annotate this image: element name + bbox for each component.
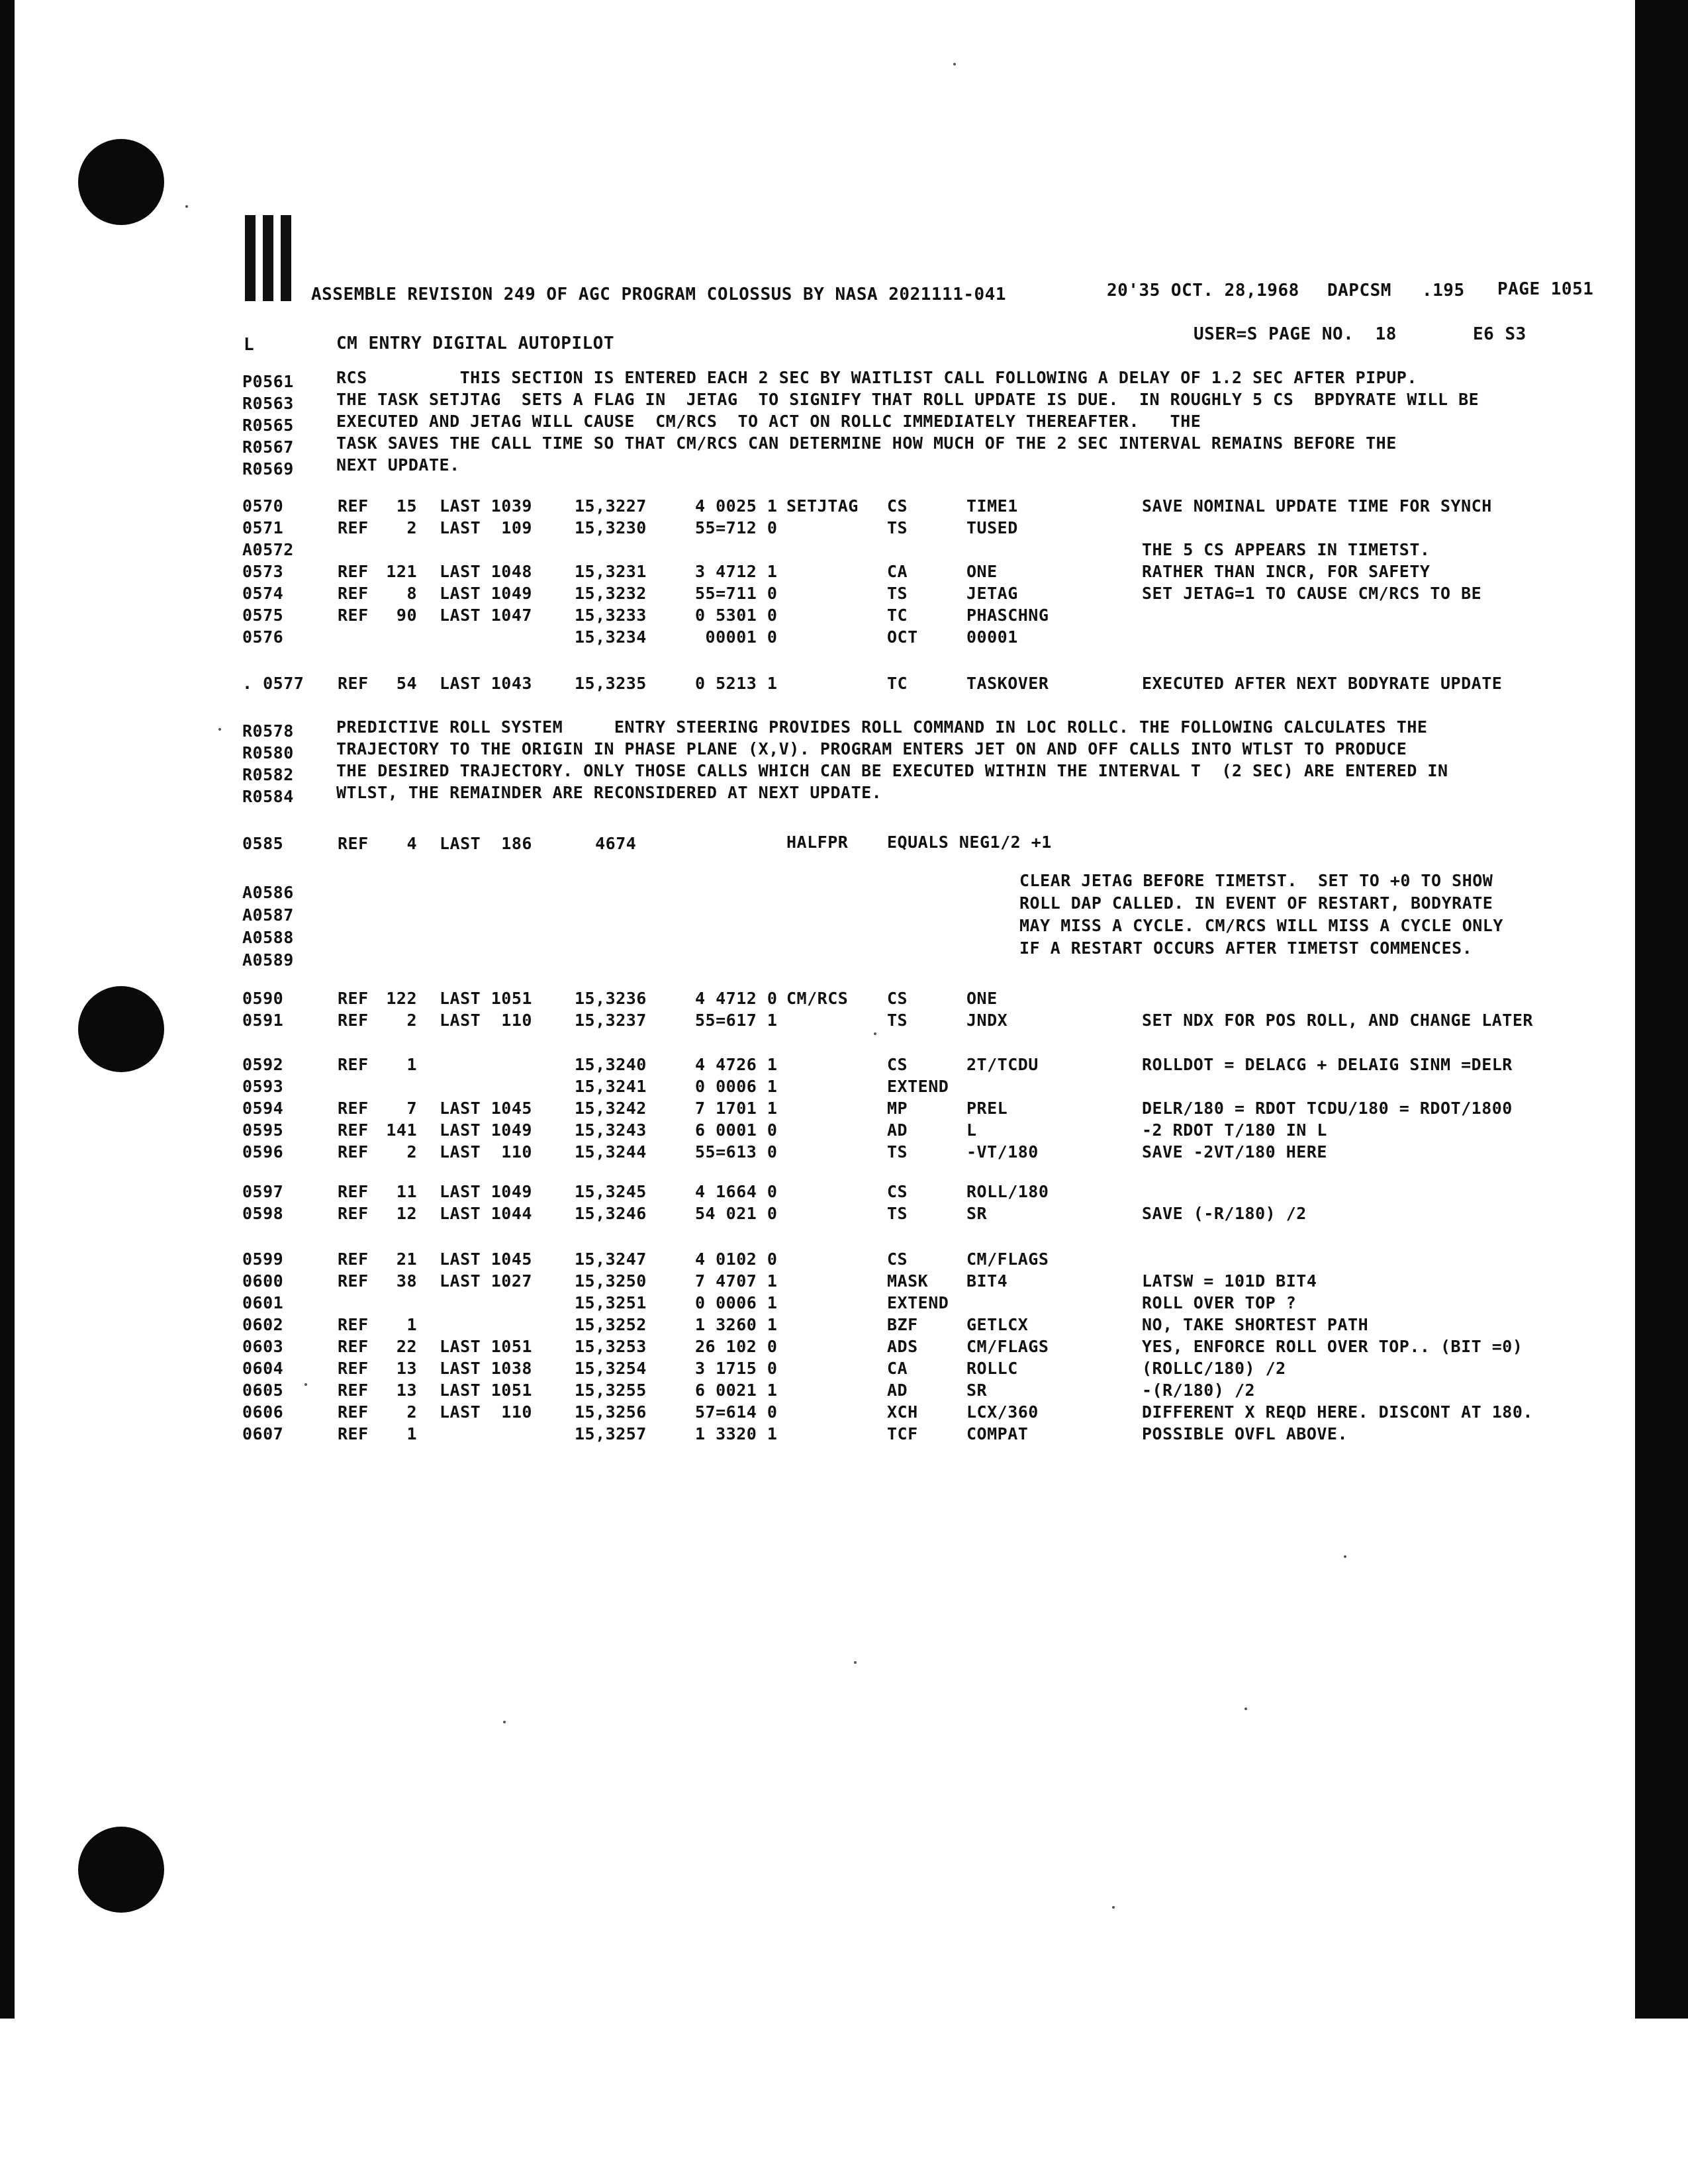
octal-value: 7 1701 1 [695,1099,778,1118]
section-marker: L [244,335,255,355]
octal-value: 3 4712 1 [695,562,778,581]
listing-code: E6 S3 [1473,324,1526,344]
sequence-number: 0606 [242,1402,284,1422]
ref-count: 2 [406,518,417,537]
scan-speck [185,205,188,208]
octal-value: 26 102 0 [695,1337,778,1356]
sequence-number: A0589 [242,950,294,970]
ref-label: REF [338,1011,369,1030]
remark: SET JETAG=1 TO CAUSE CM/RCS TO BE [1142,584,1482,603]
sequence-number: 0605 [242,1381,284,1400]
address: 15,3255 [575,1381,647,1400]
remark: EXECUTED AFTER NEXT BODYRATE UPDATE [1142,674,1503,693]
address: 15,3250 [575,1271,647,1291]
last-reference: LAST 1048 [440,562,532,581]
last-reference: LAST 1038 [440,1359,532,1378]
last-reference: LAST 1047 [440,606,532,625]
opcode: XCH [887,1402,918,1422]
octal-value: 54 021 0 [695,1204,778,1223]
scan-speck [503,1721,506,1723]
sequence-number: P0561 [242,372,294,391]
ref-label: REF [338,1402,369,1422]
last-reference: LAST 110 [440,1142,532,1161]
sequence-number: R0580 [242,743,294,762]
opcode: CA [887,562,908,581]
operand: TIME1 [966,496,1018,516]
operand: BIT4 [966,1271,1008,1291]
sequence-number: 0576 [242,627,284,647]
opcode: CS [887,1250,908,1269]
last-reference: LAST 1051 [440,1381,532,1400]
ref-count: 141 [386,1120,417,1140]
ref-count: 54 [396,674,417,693]
sequence-number: 0596 [242,1142,284,1161]
binder-clip-mark [245,215,256,301]
address: 15,3256 [575,1402,647,1422]
comment-line: IF A RESTART OCCURS AFTER TIMETST COMMENCES. [1019,938,1473,958]
ref-label: REF [338,1315,369,1334]
octal-value: 4 4726 1 [695,1055,778,1074]
ref-label: REF [338,1381,369,1400]
sequence-number: R0569 [242,459,294,478]
sequence-number: 0573 [242,562,284,581]
ref-label: REF [338,1055,369,1074]
octal-value: 6 0021 1 [695,1381,778,1400]
opcode: TS [887,1142,908,1161]
sequence-number: A0586 [242,883,294,902]
opcode: CA [887,1359,908,1378]
ref-label: REF [338,674,369,693]
address: 15,3234 [575,627,647,647]
scan-speck [1112,1906,1115,1909]
last-reference: LAST 1044 [440,1204,532,1223]
address: 15,3230 [575,518,647,537]
header-timestamp: 20'35 OCT. 28,1968 [1107,281,1299,300]
operand: ONE [966,562,998,581]
label: SETJTAG [786,496,859,516]
sequence-number: 0599 [242,1250,284,1269]
ref-count: 1 [406,1315,417,1334]
ref-count: 13 [396,1381,417,1400]
octal-value: 7 4707 1 [695,1271,778,1291]
operand: GETLCX [966,1315,1029,1334]
sequence-number: 0594 [242,1099,284,1118]
operand: ROLLC [966,1359,1018,1378]
sequence-number: R0582 [242,765,294,784]
comment-text: EXECUTED AND JETAG WILL CAUSE CM/RCS TO ACT ON ROLLC IMMEDIATELY THEREAFTER. THE [336,412,1201,431]
comment-text: NEXT UPDATE. [336,455,460,475]
operand: TASKOVER [966,674,1049,693]
last-reference: LAST 1039 [440,496,532,516]
octal-value: 3 1715 0 [695,1359,778,1378]
remark: DELR/180 = RDOT TCDU/180 = RDOT/1800 [1142,1099,1513,1118]
address: 15,3232 [575,584,647,603]
sequence-number: 0592 [242,1055,284,1074]
address: 15,3235 [575,674,647,693]
opcode: AD [887,1120,908,1140]
opcode: TCF [887,1424,918,1443]
octal-value: 0 0006 1 [695,1077,778,1096]
octal-value: 0 5213 1 [695,674,778,693]
sequence-number: 0601 [242,1293,284,1312]
binder-clip-mark [281,215,291,301]
remark: SAVE (-R/180) /2 [1142,1204,1307,1223]
opcode: TC [887,606,908,625]
remark: SAVE NOMINAL UPDATE TIME FOR SYNCH [1142,496,1492,516]
last-reference: LAST 1045 [440,1099,532,1118]
sequence-number: 0600 [242,1271,284,1291]
octal-value: 0 5301 0 [695,606,778,625]
octal-value: 0 0006 1 [695,1293,778,1312]
last-reference: LAST 1027 [440,1271,532,1291]
comment-text: PREDICTIVE ROLL SYSTEM ENTRY STEERING PROVIDES ROLL COMMAND IN LOC ROLLC. THE FOLLOWING CALCULATES THE [336,717,1428,737]
operand: PHASCHNG [966,606,1049,625]
comment-text: RCS THIS SECTION IS ENTERED EACH 2 SEC BY WAITLIST CALL FOLLOWING A DELAY OF 1.2 SEC AFTER PIPUP. [336,368,1417,387]
opcode: MASK [887,1271,929,1291]
ref-label: REF [338,1099,369,1118]
sequence-number: 0591 [242,1011,284,1030]
last-reference: LAST 1045 [440,1250,532,1269]
sequence-number: 0590 [242,989,284,1008]
ref-label: REF [338,518,369,537]
operand: JETAG [966,584,1018,603]
remark: POSSIBLE OVFL ABOVE. [1142,1424,1348,1443]
sequence-number: 0597 [242,1182,284,1201]
remark: THE 5 CS APPEARS IN TIMETST. [1142,540,1430,559]
operand: PREL [966,1099,1008,1118]
ref-count: 12 [396,1204,417,1223]
scan-speck [218,728,221,731]
sequence-number: R0565 [242,416,294,435]
ref-count: 22 [396,1337,417,1356]
ref-label: REF [338,584,369,603]
last-reference: LAST 110 [440,1402,532,1422]
opcode: TC [887,674,908,693]
ref-count: 15 [396,496,417,516]
octal-value: 4 0102 0 [695,1250,778,1269]
scan-border-left [0,0,15,2019]
ref-label: REF [338,1359,369,1378]
remark: RATHER THAN INCR, FOR SAFETY [1142,562,1430,581]
ref-label: REF [338,989,369,1008]
opcode: CS [887,1182,908,1201]
remark: -2 RDOT T/180 IN L [1142,1120,1327,1140]
ref-count: 122 [386,989,417,1008]
ref-label: REF [338,562,369,581]
operand: 00001 [966,627,1018,647]
operand: -VT/180 [966,1142,1039,1161]
octal-value: 55=711 0 [695,584,778,603]
punch-hole-bottom [78,1827,164,1913]
sequence-number: R0578 [242,721,294,741]
ref-count: 21 [396,1250,417,1269]
last-reference: LAST 110 [440,1011,532,1030]
octal-value: 6 0001 0 [695,1120,778,1140]
last-reference: LAST 1043 [440,674,532,693]
comment-text: TASK SAVES THE CALL TIME SO THAT CM/RCS CAN DETERMINE HOW MUCH OF THE 2 SEC INTERVAL REMAINS BEFORE THE [336,433,1397,453]
ref-label: REF [338,1204,369,1223]
octal-value: 4 0025 1 [695,496,778,516]
comment-text: THE TASK SETJTAG SETS A FLAG IN JETAG TO SIGNIFY THAT ROLL UPDATE IS DUE. IN ROUGHLY 5 CS BPDYRATE WILL BE [336,390,1479,409]
ref-count: 2 [406,1011,417,1030]
operand: COMPAT [966,1424,1029,1443]
last-reference: LAST 186 [440,834,532,853]
opcode: BZF [887,1315,918,1334]
operand: ONE [966,989,998,1008]
remark: ROLLDOT = DELACG + DELAIG SINM =DELR [1142,1055,1513,1074]
address: 15,3243 [575,1120,647,1140]
opcode: ADS [887,1337,918,1356]
opcode: CS [887,496,908,516]
address: 15,3240 [575,1055,647,1074]
sequence-number: . 0577 [242,674,305,693]
octal-value: 00001 0 [695,627,778,647]
last-reference: LAST 1051 [440,1337,532,1356]
comment-line: CLEAR JETAG BEFORE TIMETST. SET TO +0 TO SHOW [1019,871,1493,890]
sequence-number: 0585 [242,834,284,853]
address: 15,3231 [575,562,647,581]
last-reference: LAST 109 [440,518,532,537]
ref-count: 4 [406,834,417,853]
operand: CM/FLAGS [966,1250,1049,1269]
operand: TUSED [966,518,1018,537]
ref-count: 2 [406,1402,417,1422]
address: 15,3241 [575,1077,647,1096]
section-title: CM ENTRY DIGITAL AUTOPILOT [336,334,614,353]
address: 15,3251 [575,1293,647,1312]
opcode: TS [887,584,908,603]
address: 15,3257 [575,1424,647,1443]
ref-count: 1 [406,1424,417,1443]
remark: (ROLLC/180) /2 [1142,1359,1286,1378]
octal-value: 4 4712 0 [695,989,778,1008]
comment-text: WTLST, THE REMAINDER ARE RECONSIDERED AT NEXT UPDATE. [336,783,882,802]
address: 15,3242 [575,1099,647,1118]
opcode: TS [887,1011,908,1030]
operand: SR [966,1381,988,1400]
ref-count: 8 [406,584,417,603]
sequence-number: A0572 [242,540,294,559]
opcode: CS [887,989,908,1008]
remark: DIFFERENT X REQD HERE. DISCONT AT 180. [1142,1402,1533,1422]
octal-value: 1 3320 1 [695,1424,778,1443]
address: 15,3227 [575,496,647,516]
punch-hole-top [78,139,164,225]
opcode: TS [887,518,908,537]
comment-text: THE DESIRED TRAJECTORY. ONLY THOSE CALLS WHICH CAN BE EXECUTED WITHIN THE INTERVAL T (2 SEC) ARE ENTERED IN [336,761,1448,780]
octal-value: 55=712 0 [695,518,778,537]
octal-value: 55=617 1 [695,1011,778,1030]
sequence-number: 0575 [242,606,284,625]
sequence-number: A0588 [242,928,294,947]
ref-count: 11 [396,1182,417,1201]
ref-count: 121 [386,562,417,581]
sequence-number: 0603 [242,1337,284,1356]
opcode: TS [887,1204,908,1223]
ref-label: REF [338,606,369,625]
scan-speck [1244,1707,1247,1710]
remark: ROLL OVER TOP ? [1142,1293,1297,1312]
operand: L [966,1120,977,1140]
operand: JNDX [966,1011,1008,1030]
operand: CM/FLAGS [966,1337,1049,1356]
opcode: EXTEND [887,1077,949,1096]
last-reference: LAST 1049 [440,584,532,603]
address: 15,3244 [575,1142,647,1161]
remark: NO, TAKE SHORTEST PATH [1142,1315,1369,1334]
scan-speck [305,1383,307,1386]
operand: 2T/TCDU [966,1055,1039,1074]
opcode: OCT [887,627,918,647]
opcode: CS [887,1055,908,1074]
last-reference: LAST 1049 [440,1120,532,1140]
comment-line: MAY MISS A CYCLE. CM/RCS WILL MISS A CYCLE ONLY [1019,916,1503,935]
ref-label: REF [338,1120,369,1140]
ref-label: REF [338,1182,369,1201]
scan-speck [953,63,956,66]
remark: SET NDX FOR POS ROLL, AND CHANGE LATER [1142,1011,1533,1030]
address: 15,3233 [575,606,647,625]
scan-speck [1344,1555,1346,1558]
sequence-number: 0607 [242,1424,284,1443]
users-page-number: USER=S PAGE NO. 18 [1194,324,1397,344]
sequence-number: 0571 [242,518,284,537]
opcode: MP [887,1099,908,1118]
octal-value: 4 1664 0 [695,1182,778,1201]
sequence-number: 0604 [242,1359,284,1378]
sequence-number: 0593 [242,1077,284,1096]
scan-border-right [1635,0,1688,2019]
equals-directive: EQUALS NEG1/2 +1 [887,833,1052,852]
ref-label: REF [338,1250,369,1269]
remark: -(R/180) /2 [1142,1381,1256,1400]
comment-text: TRAJECTORY TO THE ORIGIN IN PHASE PLANE (X,V). PROGRAM ENTERS JET ON AND OFF CALLS INTO WTLST TO PRODUCE [336,739,1407,758]
octal-value: 57=614 0 [695,1402,778,1422]
sequence-number: 0570 [242,496,284,516]
opcode: EXTEND [887,1293,949,1312]
label: CM/RCS [786,989,849,1008]
address: 15,3237 [575,1011,647,1030]
sequence-number: 0602 [242,1315,284,1334]
address: 15,3254 [575,1359,647,1378]
address: 4674 [575,834,637,853]
sequence-number: R0567 [242,437,294,457]
header-page-number: PAGE 1051 [1497,279,1594,299]
ref-label: REF [338,1337,369,1356]
address: 15,3245 [575,1182,647,1201]
scan-speck [874,1032,876,1035]
ref-label: REF [338,1424,369,1443]
address: 15,3252 [575,1315,647,1334]
last-reference: LAST 1049 [440,1182,532,1201]
ref-count: 90 [396,606,417,625]
sequence-number: 0574 [242,584,284,603]
ref-label: REF [338,834,369,853]
sequence-number: R0563 [242,394,294,413]
sequence-number: 0598 [242,1204,284,1223]
header-dapcsm-number: .195 [1422,281,1465,300]
ref-count: 1 [406,1055,417,1074]
remark: YES, ENFORCE ROLL OVER TOP.. (BIT =0) [1142,1337,1523,1356]
operand: ROLL/180 [966,1182,1049,1201]
sequence-number: A0587 [242,905,294,925]
sequence-number: R0584 [242,787,294,806]
ref-count: 2 [406,1142,417,1161]
ref-count: 13 [396,1359,417,1378]
ref-label: REF [338,1142,369,1161]
sequence-number: 0595 [242,1120,284,1140]
ref-label: REF [338,1271,369,1291]
ref-count: 7 [406,1099,417,1118]
opcode: AD [887,1381,908,1400]
binder-clip-mark [263,215,273,301]
address: 15,3253 [575,1337,647,1356]
header-dapcsm: DAPCSM [1327,281,1391,300]
remark: LATSW = 101D BIT4 [1142,1271,1317,1291]
octal-value: 1 3260 1 [695,1315,778,1334]
header-title: ASSEMBLE REVISION 249 OF AGC PROGRAM COLOSSUS BY NASA 2021111-041 [311,285,1006,304]
address: 15,3246 [575,1204,647,1223]
ref-label: REF [338,496,369,516]
octal-value: 55=613 0 [695,1142,778,1161]
address: 15,3236 [575,989,647,1008]
punch-hole-middle [78,986,164,1072]
last-reference: LAST 1051 [440,989,532,1008]
operand: LCX/360 [966,1402,1039,1422]
address: 15,3247 [575,1250,647,1269]
ref-count: 38 [396,1271,417,1291]
comment-line: ROLL DAP CALLED. IN EVENT OF RESTART, BODYRATE [1019,893,1493,913]
operand: SR [966,1204,988,1223]
label: HALFPR [786,833,849,852]
scan-speck [854,1661,857,1664]
remark: SAVE -2VT/180 HERE [1142,1142,1327,1161]
